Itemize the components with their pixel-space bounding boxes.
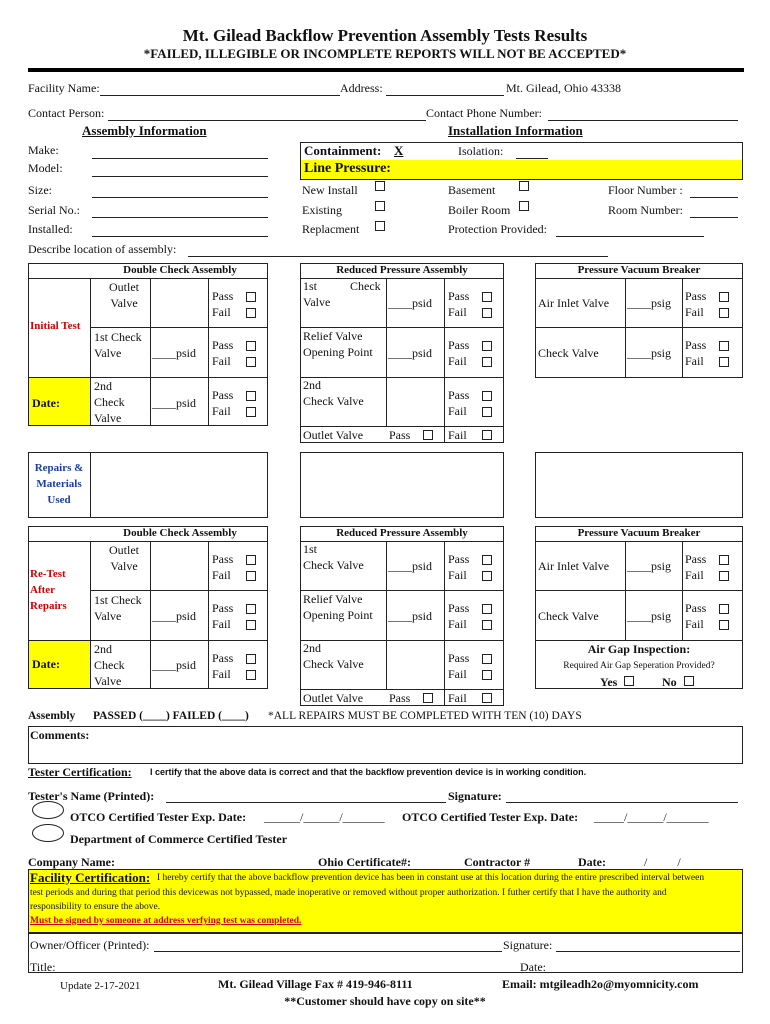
contact-phone-field[interactable]	[548, 120, 738, 121]
pass-label: Pass	[685, 552, 707, 566]
company-name-label: Company Name:	[28, 855, 115, 869]
rp-initial-heading: Reduced Pressure Assembly	[336, 264, 468, 276]
retest-date-label: Date:	[32, 657, 60, 671]
pvb-retest-air-psig[interactable]: ____psig	[627, 559, 672, 573]
fail-label: Fail	[448, 404, 467, 418]
room-number-field[interactable]	[690, 217, 738, 218]
passed-failed-fields[interactable]: PASSED (____) FAILED (____)	[93, 710, 249, 722]
commerce-tester-label: Department of Commerce Certified Tester	[70, 832, 288, 846]
pvb-retest-air-pass-checkbox[interactable]	[719, 555, 729, 565]
pvb-retest-row2	[535, 640, 743, 641]
rp-retest-row3	[300, 689, 504, 690]
pass-label: Pass	[212, 388, 234, 402]
rp-retest-row1	[300, 590, 504, 591]
repairs-rp-box[interactable]	[300, 452, 504, 518]
ohio-cert-label: Ohio Certificate#:	[318, 855, 411, 869]
otco-exp-date-2[interactable]: _____/______/_______	[594, 810, 709, 824]
serial-label: Serial No.:	[28, 203, 80, 217]
pvb-initial-heading: Pressure Vacuum Breaker	[577, 264, 701, 276]
dc-initial-2nd-psid[interactable]: ____psid	[152, 396, 197, 410]
dc-retest-2nd-passfail	[212, 650, 233, 682]
dc-retest-outlet-fail-checkbox[interactable]	[246, 571, 256, 581]
facility-cert-label: Facility Certification:	[30, 870, 151, 885]
dc-initial-heading: Double Check Assembly	[123, 264, 237, 276]
pvb-retest-air-passfail	[685, 551, 706, 583]
psig-label: psig	[651, 346, 672, 360]
dc-initial-2nd-check-label: 2nd Check Valve	[94, 379, 125, 425]
pvb-retest-air-label: Air Inlet Valve	[538, 559, 610, 573]
air-gap-yes-label: Yes	[600, 675, 618, 689]
air-gap-question: Required Air Gap Seperation Provided?	[563, 661, 715, 671]
pass-label: Pass	[448, 651, 470, 665]
rp-initial-1st-passfail	[448, 288, 469, 320]
replacment-label: Replacment	[302, 222, 360, 236]
pvb-initial-air-psig[interactable]: ____psig	[627, 296, 672, 310]
dc-initial-header-rule	[28, 278, 268, 279]
psid-label: psid	[176, 658, 197, 672]
fail-label: Fail	[685, 568, 704, 582]
pvb-initial-check-fail-checkbox[interactable]	[719, 357, 729, 367]
dc-initial-outlet-pass	[212, 288, 233, 320]
fail-label: Fail	[685, 305, 704, 319]
rp-initial-valve-label: Valve	[303, 295, 331, 309]
pvb-initial-check-psig[interactable]: ____psig	[627, 346, 672, 360]
rp-initial-header-rule	[300, 278, 504, 279]
rp-initial-1st-label: 1st	[303, 279, 318, 293]
fail-label: Fail	[212, 568, 231, 582]
rp-initial-2nd-label: 2nd	[303, 378, 321, 392]
rp-retest-1st-fail-checkbox[interactable]	[482, 571, 492, 581]
basement-checkbox[interactable]	[519, 181, 529, 191]
rp-initial-relief-label: Relief Valve	[303, 329, 363, 343]
rp-retest-heading: Reduced Pressure Assembly	[336, 527, 468, 539]
dc-initial-2nd-passfail	[212, 387, 233, 419]
air-gap-heading: Air Gap Inspection:	[587, 642, 691, 656]
comments-box[interactable]	[28, 726, 743, 764]
rp-initial-relief-psid[interactable]: ____psid	[388, 346, 433, 360]
otco-exp-label-1: OTCO Certified Tester Exp. Date:	[70, 810, 247, 824]
tester-name-label: Tester's Name (Printed):	[28, 789, 155, 803]
psid-label: psid	[412, 296, 433, 310]
installed-field[interactable]	[92, 236, 268, 237]
containment-mark[interactable]: X	[394, 143, 404, 158]
rp-initial-row1	[300, 327, 504, 328]
dc-retest-header-rule	[28, 541, 268, 542]
rp-retest-2nd-passfail	[448, 650, 469, 682]
rp-retest-1st-passfail	[448, 551, 469, 583]
assembly-result-label: Assembly	[28, 710, 76, 722]
address-label: Address:	[340, 81, 383, 95]
dc-initial-outlet-label: Outlet Valve	[109, 280, 139, 310]
pass-label: Pass	[212, 289, 234, 303]
pvb-retest-heading: Pressure Vacuum Breaker	[577, 527, 701, 539]
initial-date-label: Date:	[32, 396, 60, 410]
dc-retest-row1	[90, 590, 268, 591]
rp-retest-1st-check-label: Check Valve	[303, 558, 364, 572]
dc-initial-col3	[208, 278, 209, 426]
tester-signature-field[interactable]	[506, 802, 738, 803]
dc-retest-outlet-passfail	[212, 551, 233, 583]
pvb-retest-row1	[535, 590, 743, 591]
commerce-radio[interactable]	[32, 824, 64, 842]
installed-label: Installed:	[28, 222, 73, 236]
pvb-initial-row1	[535, 327, 743, 328]
city-text: Mt. Gilead, Ohio 43338	[506, 81, 621, 95]
line-pressure-label: Line Pressure:	[304, 161, 391, 176]
contact-email: Email: mtgileadh2o@myomnicity.com	[502, 977, 699, 991]
describe-location-field[interactable]	[188, 256, 608, 257]
psig-label: psig	[651, 609, 672, 623]
pvb-initial-check-pass-checkbox[interactable]	[719, 341, 729, 351]
rp-initial-outlet-pass: Pass	[389, 428, 411, 442]
pvb-retest-check-passfail	[685, 600, 706, 632]
psid-label: psid	[176, 396, 197, 410]
new-install-label: New Install	[302, 183, 358, 197]
dc-initial-1st-passfail	[212, 337, 233, 369]
rp-initial-outlet-label: Outlet Valve	[303, 428, 364, 442]
pass-label: Pass	[448, 289, 470, 303]
dc-initial-2nd-pass-checkbox[interactable]	[246, 391, 256, 401]
facility-cert-text-3: responsibility to ensure the above.	[30, 902, 161, 912]
village-fax: Mt. Gilead Village Fax # 419-946-8111	[218, 977, 413, 991]
describe-location-label: Describe location of assembly:	[28, 242, 177, 256]
psid-label: psid	[176, 346, 197, 360]
rp-initial-col1	[386, 278, 387, 426]
rp-retest-outlet-pass-checkbox[interactable]	[423, 693, 433, 703]
air-gap-yes-checkbox[interactable]	[624, 676, 634, 686]
title-rule	[28, 68, 744, 72]
pvb-retest-check-fail-checkbox[interactable]	[719, 620, 729, 630]
rp-initial-relief-pass-checkbox[interactable]	[482, 341, 492, 351]
rp-initial-row2	[300, 377, 504, 378]
containment-label: Containment:	[304, 143, 382, 158]
rp-retest-col1	[386, 541, 387, 689]
rp-retest-col2	[444, 541, 445, 706]
rp-retest-1st-psid[interactable]: ____psid	[388, 559, 433, 573]
repairs-label: Repairs & Materials Used	[34, 462, 84, 506]
dc-retest-2nd-check-label: 2nd Check Valve	[94, 642, 125, 688]
tester-name-field[interactable]	[166, 802, 446, 803]
basement-label: Basement	[448, 183, 496, 197]
rp-retest-outlet-fail-checkbox[interactable]	[482, 693, 492, 703]
address-field[interactable]	[386, 95, 504, 96]
tester-cert-text: I certify that the above data is correct and that the backflow prevention device is in working condition.	[150, 767, 587, 777]
dc-retest-1st-psid[interactable]: ____psid	[152, 609, 197, 623]
repairs-divider	[90, 452, 91, 518]
company-date-field[interactable]: / /	[644, 855, 681, 869]
fail-label: Fail	[212, 354, 231, 368]
rp-retest-relief-pass-checkbox[interactable]	[482, 604, 492, 614]
rp-retest-2nd-label: 2nd	[303, 641, 321, 655]
rp-initial-relief-fail-checkbox[interactable]	[482, 357, 492, 367]
pass-label: Pass	[212, 651, 234, 665]
rp-retest-relief-label: Relief Valve	[303, 592, 363, 606]
make-field[interactable]	[92, 158, 268, 159]
otco-exp-date-1[interactable]: ______/______/_______	[264, 810, 385, 824]
update-date: Update 2-17-2021	[60, 980, 141, 992]
owner-signature-label: Signature:	[503, 938, 553, 952]
replacment-checkbox[interactable]	[375, 221, 385, 231]
room-number-label: Room Number:	[608, 203, 683, 217]
pvb-initial-col2	[682, 278, 683, 378]
rp-initial-outlet-fail: Fail	[448, 428, 467, 442]
fail-label: Fail	[448, 667, 467, 681]
rp-retest-outlet-fail: Fail	[448, 691, 467, 705]
rp-initial-outlet-fail-checkbox[interactable]	[482, 430, 492, 440]
dc-retest-col1	[90, 541, 91, 689]
rp-initial-check-label: Check	[350, 279, 381, 293]
fail-label: Fail	[212, 305, 231, 319]
rp-retest-header-rule	[300, 541, 504, 542]
contractor-label: Contractor #	[464, 855, 531, 869]
pvb-initial-air-pass-checkbox[interactable]	[719, 292, 729, 302]
psid-label: psid	[412, 559, 433, 573]
boiler-room-checkbox[interactable]	[519, 201, 529, 211]
existing-label: Existing	[302, 203, 343, 217]
facility-name-label: Facility Name:	[28, 81, 100, 95]
pvb-initial-air-label: Air Inlet Valve	[538, 296, 610, 310]
page-subtitle: *FAILED, ILLEGIBLE OR INCOMPLETE REPORTS WILL NOT BE ACCEPTED*	[143, 46, 627, 61]
rp-initial-col2	[444, 278, 445, 443]
dc-retest-outlet-label: Outlet Valve	[109, 543, 139, 573]
facility-cert-warning: Must be signed by someone at address verfying test was completed.	[30, 916, 302, 926]
rp-retest-relief-fail-checkbox[interactable]	[482, 620, 492, 630]
floor-number-field[interactable]	[690, 197, 738, 198]
boiler-room-label: Boiler Room	[448, 203, 511, 217]
pvb-retest-check-psig[interactable]: ____psig	[627, 609, 672, 623]
pvb-initial-air-passfail	[685, 288, 706, 320]
repairs-notice: *ALL REPAIRS MUST BE COMPLETED WITH TEN (10) DAYS	[268, 710, 582, 722]
rp-retest-2nd-fail-checkbox[interactable]	[482, 670, 492, 680]
rp-initial-relief-passfail	[448, 337, 469, 369]
rp-initial-row3	[300, 426, 504, 427]
dc-retest-1st-fail-checkbox[interactable]	[246, 620, 256, 630]
owner-date-label: Date:	[520, 960, 546, 974]
dc-initial-1st-fail-checkbox[interactable]	[246, 357, 256, 367]
tester-cert-label: Tester Certification:	[28, 765, 132, 779]
new-install-checkbox[interactable]	[375, 181, 385, 191]
comments-label: Comments:	[30, 728, 90, 742]
pass-label: Pass	[685, 338, 707, 352]
dc-retest-2nd-pass-checkbox[interactable]	[246, 654, 256, 664]
pvb-initial-air-fail-checkbox[interactable]	[719, 308, 729, 318]
rp-initial-1st-pass-checkbox[interactable]	[482, 292, 492, 302]
pass-label: Pass	[212, 601, 234, 615]
rp-initial-2nd-fail-checkbox[interactable]	[482, 407, 492, 417]
rp-retest-outlet-label: Outlet Valve	[303, 691, 364, 705]
dc-retest-col2	[150, 541, 151, 689]
pass-label: Pass	[448, 338, 470, 352]
contact-person-field[interactable]	[108, 120, 426, 121]
rp-initial-2nd-passfail	[448, 387, 469, 419]
dc-retest-1st-check-label: 1st Check Valve	[94, 593, 142, 623]
fail-label: Fail	[448, 354, 467, 368]
fail-label: Fail	[685, 354, 704, 368]
pass-label: Pass	[212, 338, 234, 352]
repairs-pvb-box[interactable]	[535, 452, 743, 518]
pvb-retest-check-label: Check Valve	[538, 609, 599, 623]
owner-signature-field[interactable]	[556, 951, 740, 952]
pvb-retest-air-fail-checkbox[interactable]	[719, 571, 729, 581]
dc-initial-2nd-fail-checkbox[interactable]	[246, 407, 256, 417]
fail-label: Fail	[448, 568, 467, 582]
psid-label: psid	[412, 609, 433, 623]
rp-retest-2nd-pass-checkbox[interactable]	[482, 654, 492, 664]
assembly-info-heading: Assembly Information	[82, 123, 207, 138]
contact-person-label: Contact Person:	[28, 106, 105, 120]
dc-initial-1st-psid[interactable]: ____psid	[152, 346, 197, 360]
initial-test-label: Initial Test	[30, 320, 81, 332]
contact-phone-label: Contact Phone Number:	[426, 106, 542, 120]
psig-label: psig	[651, 559, 672, 573]
dc-initial-row1	[90, 327, 268, 328]
rp-retest-opening-label: Opening Point	[303, 608, 373, 622]
model-field[interactable]	[92, 176, 268, 177]
company-date-label: Date:	[578, 855, 606, 869]
pvb-initial-check-passfail	[685, 337, 706, 369]
otco-exp-label-2: OTCO Certified Tester Exp. Date:	[402, 810, 579, 824]
facility-cert-text-1: I hereby certify that the above backflow prevention device has been in constant use at this location during the entire prescribed interval between	[157, 873, 705, 883]
rp-retest-relief-passfail	[448, 600, 469, 632]
tester-signature-label: Signature:	[448, 789, 502, 803]
air-gap-no-label: No	[662, 675, 677, 689]
pass-label: Pass	[448, 601, 470, 615]
rp-initial-outlet-pass-checkbox[interactable]	[423, 430, 433, 440]
fail-label: Fail	[212, 617, 231, 631]
isolation-label: Isolation:	[458, 144, 504, 158]
rp-retest-1st-pass-checkbox[interactable]	[482, 555, 492, 565]
dc-initial-col2	[150, 278, 151, 426]
pvb-initial-col1	[625, 278, 626, 378]
fail-label: Fail	[212, 404, 231, 418]
air-gap-no-checkbox[interactable]	[684, 676, 694, 686]
install-info-heading: Installation Information	[448, 123, 583, 138]
rp-initial-2nd-check-label: Check Valve	[303, 394, 364, 408]
dc-initial-1st-pass-checkbox[interactable]	[246, 341, 256, 351]
protection-field[interactable]	[556, 236, 704, 237]
facility-cert-text-2: test periods and during that period this devicewas not bypassed, made inoperative or removed without proper authorization. I futher certify that I have the authority and	[30, 888, 667, 898]
rp-retest-relief-psid[interactable]: ____psid	[388, 609, 433, 623]
dc-initial-outlet-fail-checkbox[interactable]	[246, 308, 256, 318]
fail-label: Fail	[448, 305, 467, 319]
pass-label: Pass	[685, 601, 707, 615]
pass-label: Pass	[448, 388, 470, 402]
protection-label: Protection Provided:	[448, 222, 547, 236]
fail-label: Fail	[685, 617, 704, 631]
psid-label: psid	[176, 609, 197, 623]
rp-initial-opening-label: Opening Point	[303, 345, 373, 359]
dc-retest-col3	[208, 541, 209, 689]
dc-retest-outlet-pass-checkbox[interactable]	[246, 555, 256, 565]
size-field[interactable]	[92, 197, 268, 198]
rp-retest-outlet-pass: Pass	[389, 691, 411, 705]
existing-checkbox[interactable]	[375, 201, 385, 211]
rp-initial-1st-psid[interactable]: ____psid	[388, 296, 433, 310]
page-title: Mt. Gilead Backflow Prevention Assembly Tests Results	[182, 26, 588, 45]
dc-retest-2nd-fail-checkbox[interactable]	[246, 670, 256, 680]
owner-name-field[interactable]	[154, 951, 502, 952]
psig-label: psig	[651, 296, 672, 310]
fail-label: Fail	[212, 667, 231, 681]
rp-retest-1st-label: 1st	[303, 542, 318, 556]
rp-initial-2nd-pass-checkbox[interactable]	[482, 391, 492, 401]
make-label: Make:	[28, 143, 59, 157]
model-label: Model:	[28, 161, 63, 175]
size-label: Size:	[28, 183, 52, 197]
dc-retest-1st-pass-checkbox[interactable]	[246, 604, 256, 614]
copy-notice: **Customer should have copy on site**	[284, 994, 486, 1008]
rp-retest-row2	[300, 640, 504, 641]
dc-retest-heading: Double Check Assembly	[123, 527, 237, 539]
dc-retest-2nd-psid[interactable]: ____psid	[152, 658, 197, 672]
floor-number-label: Floor Number :	[608, 183, 683, 197]
fail-label: Fail	[448, 617, 467, 631]
dc-initial-outlet-pass-checkbox[interactable]	[246, 292, 256, 302]
rp-retest-2nd-check-label: Check Valve	[303, 657, 364, 671]
serial-field[interactable]	[92, 217, 268, 218]
pvb-initial-header-rule	[535, 278, 743, 279]
dc-initial-col1	[90, 278, 91, 426]
pass-label: Pass	[685, 289, 707, 303]
pvb-retest-header-rule	[535, 541, 743, 542]
psid-label: psid	[412, 346, 433, 360]
pass-label: Pass	[212, 552, 234, 566]
pvb-initial-check-label: Check Valve	[538, 346, 599, 360]
otco-radio[interactable]	[32, 801, 64, 819]
pvb-retest-check-pass-checkbox[interactable]	[719, 604, 729, 614]
owner-name-label: Owner/Officer (Printed):	[30, 938, 150, 952]
rp-initial-1st-fail-checkbox[interactable]	[482, 308, 492, 318]
isolation-field[interactable]	[516, 158, 548, 159]
owner-title-label: Title:	[30, 960, 56, 974]
dc-retest-1st-passfail	[212, 600, 233, 632]
retest-label: Re-Test After Repairs	[30, 568, 67, 612]
facility-name-field[interactable]	[100, 95, 340, 96]
pass-label: Pass	[448, 552, 470, 566]
dc-initial-1st-check-label: 1st Check Valve	[94, 330, 142, 360]
